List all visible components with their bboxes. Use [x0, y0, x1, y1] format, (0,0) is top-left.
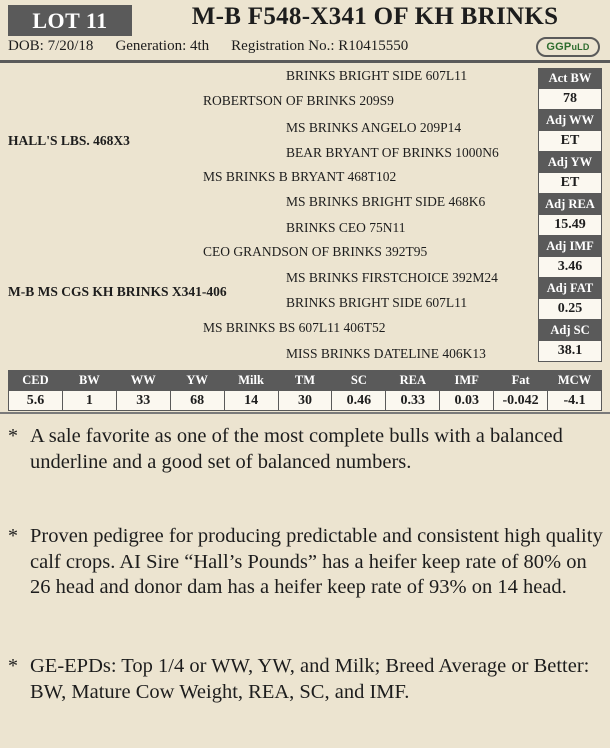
measure-value: 0.25 [538, 298, 602, 320]
pedigree-dam-sire: CEO GRANDSON OF BRINKS 392T95 [203, 244, 428, 259]
epd-value-cell: 33 [116, 391, 170, 411]
measure-label: Adj REA [538, 194, 602, 214]
measure-label: Adj WW [538, 110, 602, 130]
registration-info [8, 38, 408, 55]
measure-value: 15.49 [538, 214, 602, 236]
epd-value-cell: 1 [62, 391, 116, 411]
epd-header-cell: YW [170, 371, 224, 391]
ggp-uld-logo [536, 37, 600, 57]
epd-header-cell: WW [116, 371, 170, 391]
epd-value-cell: 14 [224, 391, 278, 411]
epd-header-row [9, 371, 602, 391]
epd-header-cell: TM [278, 371, 332, 391]
measure-label: Adj FAT [538, 278, 602, 298]
measure-value: 3.46 [538, 256, 602, 278]
pedigree-dam: M-B MS CGS KH BRINKS X341-406 [8, 284, 227, 299]
pedigree-sire-sire-sire: BRINKS BRIGHT SIDE 607L11 [286, 68, 468, 83]
pedigree-sire-sire-dam: MS BRINKS ANGELO 209P14 [286, 120, 462, 135]
measure-label: Adj SC [538, 320, 602, 340]
header-divider [0, 60, 610, 63]
measure-label: Adj YW [538, 152, 602, 172]
pedigree-dam-dam-sire: BRINKS BRIGHT SIDE 607L11 [286, 295, 468, 310]
measure-value: 78 [538, 88, 602, 110]
epd-header-cell: SC [332, 371, 386, 391]
comment-item [8, 524, 604, 601]
comment-item [8, 654, 604, 705]
measure-label: Act BW [538, 68, 602, 88]
measure-value: ET [538, 130, 602, 152]
epd-header-cell: CED [9, 371, 63, 391]
epd-value-cell: 0.03 [440, 391, 494, 411]
measure-value: 38.1 [538, 340, 602, 362]
epd-value-cell: 0.46 [332, 391, 386, 411]
pedigree-sire-dam-dam: MS BRINKS BRIGHT SIDE 468K6 [286, 194, 486, 209]
comment-text: A sale favorite as one of the most complete bulls with a balanced underline and a good set of balanced numbers. [30, 425, 563, 473]
pedigree-dam-sire-dam: MS BRINKS FIRSTCHOICE 392M24 [286, 270, 498, 285]
epd-value-cell: -0.042 [494, 391, 548, 411]
registration-text: Registration No.: R10415550 [231, 38, 409, 54]
epd-value-cell: -4.1 [548, 391, 602, 411]
bullet-star: * [8, 525, 18, 547]
ggp-logo-sub: uLD [571, 42, 590, 52]
epd-header-cell: Fat [494, 371, 548, 391]
pedigree-sire-dam-sire: BEAR BRYANT OF BRINKS 1000N6 [286, 145, 499, 160]
epd-header-cell: REA [386, 371, 440, 391]
pedigree-sire-sire: ROBERTSON OF BRINKS 209S9 [203, 93, 394, 108]
pedigree-sire-dam: MS BRINKS B BRYANT 468T102 [203, 169, 397, 184]
epd-value-cell: 68 [170, 391, 224, 411]
pedigree-dam-dam-dam: MISS BRINKS DATELINE 406K13 [286, 346, 486, 361]
epd-value-cell: 5.6 [9, 391, 63, 411]
epd-header-cell: Milk [224, 371, 278, 391]
pedigree-dam-sire-sire: BRINKS CEO 75N11 [286, 220, 406, 235]
epd-header-cell: IMF [440, 371, 494, 391]
lot-number-badge: LOT 11 [8, 5, 132, 36]
measure-value: ET [538, 172, 602, 194]
pedigree-sire: HALL'S LBS. 468X3 [8, 133, 130, 148]
epd-header-cell: MCW [548, 371, 602, 391]
bullet-star: * [8, 655, 18, 677]
pedigree-dam-dam: MS BRINKS BS 607L11 406T52 [203, 320, 386, 335]
epd-header-cell: BW [62, 371, 116, 391]
dob-text: DOB: 7/20/18 [8, 38, 94, 54]
generation-text: Generation: 4th [115, 38, 210, 54]
ggp-logo-text: GGP [546, 41, 572, 53]
bullet-star: * [8, 425, 18, 447]
table-divider [0, 412, 610, 414]
epd-value-cell: 0.33 [386, 391, 440, 411]
measure-label: Adj IMF [538, 236, 602, 256]
epd-table [8, 370, 602, 411]
bull-name-title: M-B F548-X341 OF KH BRINKS [191, 3, 559, 30]
epd-value-cell: 30 [278, 391, 332, 411]
comment-text: Proven pedigree for producing predictable and consistent high quality calf crops. AI Sire “Hall’s Pounds” has a heifer keep rate of 80% on 26 head and donor dam has a heifer keep rate of 93% on 14 head. [30, 525, 603, 598]
comment-text: GE-EPDs: Top 1/4 or WW, YW, and Milk; Breed Average or Better: BW, Mature Cow Weight, REA, SC, and IMF. [30, 655, 590, 703]
adjusted-measures-column [538, 68, 602, 362]
comment-item [8, 424, 604, 475]
epd-value-row [9, 391, 602, 411]
